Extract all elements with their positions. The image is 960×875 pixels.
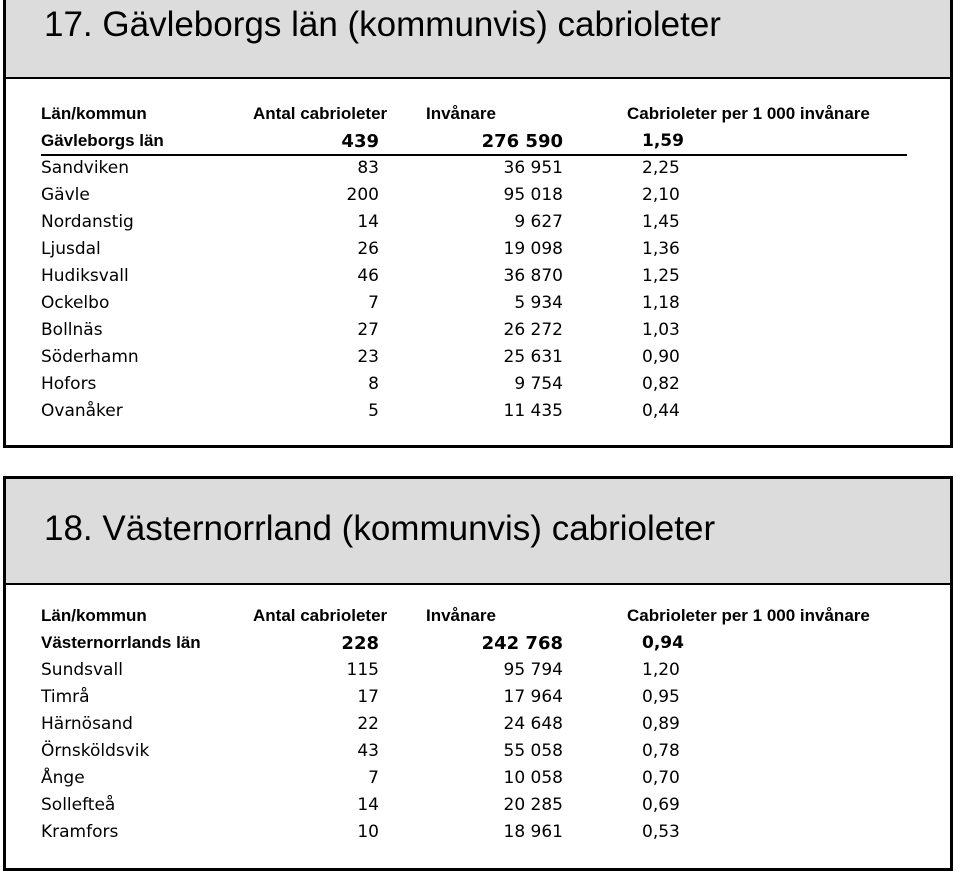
cell-count: 10 [357,822,379,842]
cell-count: 7 [368,293,379,313]
cell-rate: 1,03 [642,320,680,340]
cell-rate: 1,20 [642,660,680,680]
table-row [6,401,950,428]
table-row [6,660,950,687]
table-row [6,687,950,714]
cell-population: 11 435 [503,401,563,421]
table-row [6,239,950,266]
cell-population: 276 590 [481,131,563,152]
cell-population: 17 964 [503,687,563,707]
cell-name: Hofors [41,374,97,394]
table-panel-vasternorrland [3,476,953,871]
cell-population: 5 934 [514,293,563,313]
cell-name: Söderhamn [41,347,139,367]
cell-count: 200 [346,185,379,205]
table-row [6,158,950,185]
cell-rate: 2,25 [642,158,680,178]
cell-name: Ockelbo [41,293,110,313]
cell-population: 95 018 [503,185,563,205]
cell-count: 7 [368,768,379,788]
cell-count: 14 [357,212,379,232]
cell-rate: 2,10 [642,185,680,205]
cell-rate: 1,25 [642,266,680,286]
total-row [6,633,950,660]
cell-count: 115 [346,660,379,680]
cell-rate: 1,18 [642,293,680,313]
cell-population: 55 058 [503,741,563,761]
cell-rate: 0,70 [642,768,680,788]
cell-rate: 1,45 [642,212,680,232]
cell-population: 19 098 [503,239,563,259]
table-panel-gavleborg [3,0,953,448]
cell-population: 95 794 [503,660,563,680]
cell-count: 23 [357,347,379,367]
cell-name: Härnösand [41,714,133,734]
column-header-name: Län/kommun [41,104,147,123]
table-title: 18. Västernorrland (kommunvis) cabrioleter [44,509,716,548]
cell-name: Nordanstig [41,212,134,232]
table-row [6,212,950,239]
cell-count: 17 [357,687,379,707]
cell-rate: 0,44 [642,401,680,421]
cell-name: Västernorrlands län [41,633,201,652]
cell-rate: 0,53 [642,822,680,842]
cell-population: 26 272 [503,320,563,340]
table-row [6,347,950,374]
cell-name: Sandviken [41,158,130,178]
table-row [6,185,950,212]
table-row [6,293,950,320]
cell-rate: 0,90 [642,347,680,367]
cell-count: 228 [341,633,379,654]
cell-rate: 0,82 [642,374,680,394]
cell-population: 242 768 [481,633,563,654]
column-header-rate: Cabrioleter per 1 000 invånare [627,606,870,625]
cell-count: 5 [368,401,379,421]
cell-name: Ånge [41,768,85,788]
table-row [6,320,950,347]
cell-rate: 0,94 [642,633,684,653]
cell-population: 9 627 [514,212,563,232]
table-row [6,266,950,293]
table-row [6,795,950,822]
cell-name: Bollnäs [41,320,103,340]
table-row [6,741,950,768]
column-header-count: Antal cabrioleter [253,606,388,625]
cell-count: 27 [357,320,379,340]
cell-population: 24 648 [503,714,563,734]
cell-population: 25 631 [503,347,563,367]
cell-name: Timrå [41,687,90,707]
table-row [6,822,950,849]
cell-rate: 0,78 [642,741,680,761]
cell-population: 20 285 [503,795,563,815]
title-band [6,0,950,79]
cell-count: 14 [357,795,379,815]
cell-population: 36 870 [503,266,563,286]
cell-rate: 0,69 [642,795,680,815]
cell-count: 8 [368,374,379,394]
cell-name: Kramfors [41,822,119,842]
cell-name: Sundsvall [41,660,123,680]
cell-population: 9 754 [514,374,563,394]
column-header-count: Antal cabrioleter [253,104,388,123]
total-divider [41,154,907,156]
column-header-rate: Cabrioleter per 1 000 invånare [627,104,870,123]
cell-name: Örnsköldsvik [41,741,150,761]
cell-count: 46 [357,266,379,286]
title-band [6,479,950,585]
cell-rate: 0,95 [642,687,680,707]
cell-name: Sollefteå [41,795,116,815]
cell-name: Gävleborgs län [41,131,164,150]
cell-count: 83 [357,158,379,178]
table-title: 17. Gävleborgs län (kommunvis) cabrioleter [44,5,721,44]
cell-count: 22 [357,714,379,734]
cell-name: Hudiksvall [41,266,129,286]
cell-rate: 0,89 [642,714,680,734]
column-header-population: Invånare [426,104,496,123]
cell-population: 36 951 [503,158,563,178]
column-header-name: Län/kommun [41,606,147,625]
cell-name: Ovanåker [41,401,123,421]
column-header-population: Invånare [426,606,496,625]
table-row [6,714,950,741]
cell-count: 26 [357,239,379,259]
cell-population: 18 961 [503,822,563,842]
cell-population: 10 058 [503,768,563,788]
cell-name: Ljusdal [41,239,101,259]
table-row [6,374,950,401]
table-row [6,768,950,795]
cell-count: 439 [341,131,379,152]
cell-count: 43 [357,741,379,761]
cell-rate: 1,36 [642,239,680,259]
cell-rate: 1,59 [642,131,684,151]
cell-name: Gävle [41,185,90,205]
